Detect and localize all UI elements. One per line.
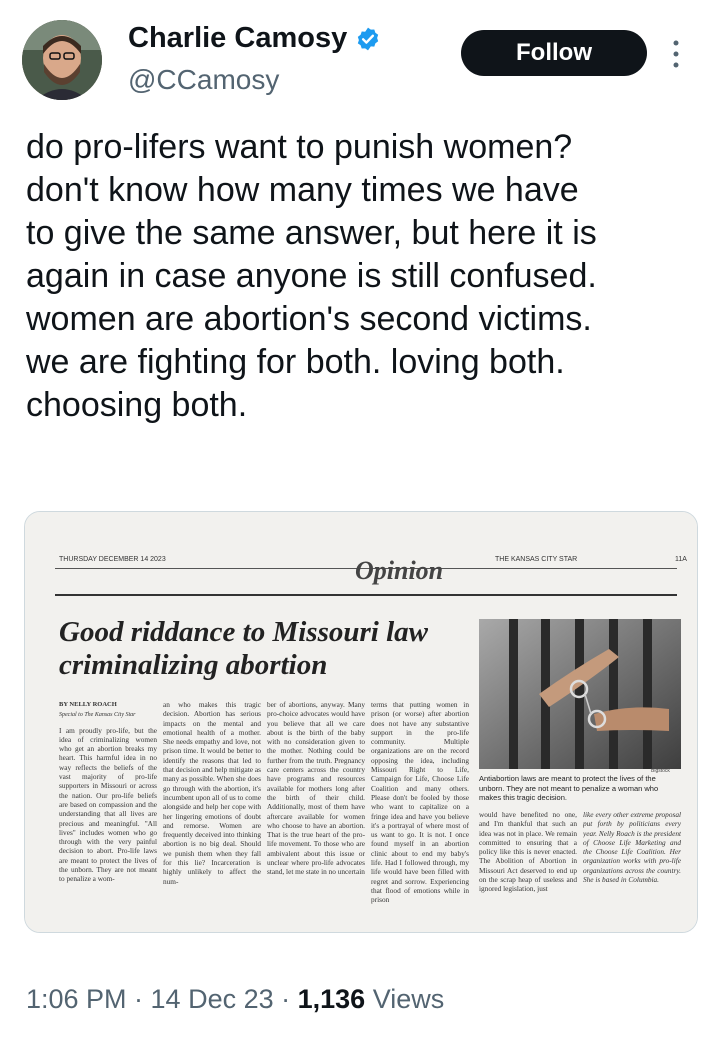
article-column: ber of abortions, anyway. Many pro-choice advocates would have you believe that all we care about is the birth of the baby with no consideration given to the mother. Nothing could be further from the truth. Pregnancy care centers across the country have programs and resources available for mothers long after the birth of their child. Additionally, most of them have aftercare available for women who choose to have an abortion. That is the true heart of the pro-life movement. To those who are ambivalent about this issue or unclear where pro-life advocates stand, let me state in no uncertain <box>267 700 365 877</box>
tweet-text: do pro-lifers want to punish women? don't know how many times we have to give the same answer, but here it is again in case anyone is still confused. women are abortion's second victims. we are fighting for both. loving both. choosing both. <box>26 128 597 424</box>
prison-bars-hands-image <box>479 619 681 769</box>
article-photo <box>479 619 681 769</box>
timestamp[interactable]: 1:06 PM · 14 Dec 23 · <box>26 984 298 1014</box>
article-text: I am proudly pro-life, but the idea of criminalizing women who get an abortion breaks my heart. This harmful idea in no way reflects the beliefs of the vast majority of pro-life supporters in Missouri or across the nation. Our pro-life beliefs are based on compassion and the understanding that all lives are precious and meaningful. "All lives" includes women who go through with the very painful decision to abort. Pro-life laws are meant to protect the lives of the unborn. They are not meant to penalize a wom- <box>59 725 157 884</box>
article-column <box>59 700 157 915</box>
article-column: like every other extreme proposal put forth by politicians every year. Nelly Roach is the president of Choose Life Marketing and the Choose Life Coalition. Her organization works with pro-life organizations across the country. She is based in Columbia. <box>583 810 681 885</box>
newspaper-page: 11A <box>675 556 687 563</box>
avatar[interactable] <box>22 20 102 100</box>
divider <box>55 594 677 596</box>
newspaper-date: THURSDAY DECEMBER 14 2023 <box>59 556 166 563</box>
photo-credit: Bigstock <box>651 768 670 774</box>
article-column: an who makes this tragic decision. Abortion has serious impacts on the mental and emotional health of a mother. She needs empathy and love, not prison time. It would be better to identify the reasons that led to that decision and help mitigate as many as possible. When she does go through with the abortion, it's incumbent upon all of us to come alongside and help her cope with her lingering emotions of doubt and remorse. Women are frequently deceived into thinking abortion is no big deal. Should we punish them when they fall for this lie? Incarceration is highly unlikely to affect the num- <box>163 700 261 886</box>
photo-caption: Antiabortion laws are meant to protect the lives of the unborn. They are not meant to penalize a woman who makes this tragic decision. <box>479 774 659 802</box>
article-column: terms that putting women in prison (or worse) after abortion does not have any substantive support in the pro-life community. Multiple organizations are on the record opposing the idea, including Missouri Right to Life, Campaign for Life, Choose Life Coalition and many others. Please don't be fooled by those who want to capitalize on a fringe idea and have you believe it's a portrayal of where most of us want to go. It is not. I once found myself in an abortion clinic about to end my baby's life. Had I followed through, my life would have been filled with regret and sorrow. Experiencing that flood of emotions while in prison <box>371 700 469 905</box>
follow-button[interactable]: Follow <box>461 30 647 76</box>
views-label: Views <box>365 984 445 1014</box>
avatar-image <box>22 20 102 100</box>
more-dots-icon <box>670 38 682 70</box>
author-name[interactable]: Charlie Camosy <box>128 22 348 54</box>
byline: BY NELLY ROACH <box>59 701 117 708</box>
article-headline: Good riddance to Missouri law criminalizing abortion <box>59 616 428 681</box>
tweet-meta <box>26 984 444 1015</box>
newspaper-name: THE KANSAS CITY STAR <box>495 556 578 563</box>
article-body-continued <box>479 810 681 915</box>
section-title: Opinion <box>355 556 444 585</box>
more-options-icon[interactable] <box>670 38 682 70</box>
article-body <box>59 700 469 915</box>
author-name-row <box>128 22 381 55</box>
views-count: 1,136 <box>297 984 366 1014</box>
byline-sub: Special to The Kansas City Star <box>59 712 136 719</box>
author-handle[interactable]: @CCamosy <box>128 64 280 95</box>
article-column: would have benefited no one, and I'm thankful that such an idea was not in place. We remain committed to ensuring that a policy like this is never enacted. The Abolition of Abortion in Missouri Act deserved to end up on the scrap heap of useless and ignored legislation, just <box>479 810 577 894</box>
verified-badge-icon <box>355 26 381 52</box>
attached-image[interactable] <box>24 511 698 933</box>
newspaper-clipping <box>25 512 697 932</box>
